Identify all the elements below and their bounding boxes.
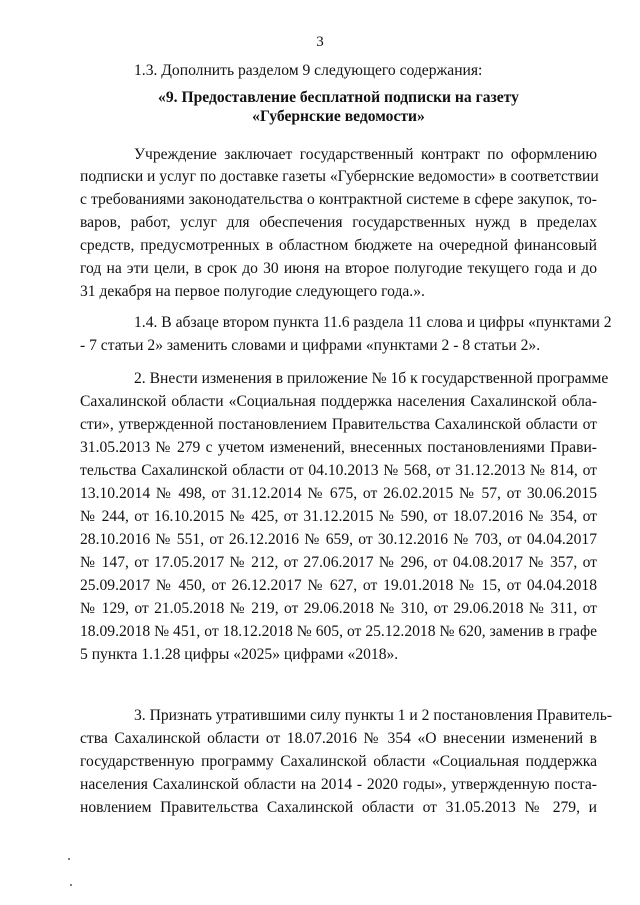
paragraph-line: 3. Признать утратившими силу пункты 1 и 2 постановления Правитель- [134, 707, 613, 724]
paragraph-line: 18.09.2018 № 451, от 18.12.2018 № 605, от 25.12.2018 № 620, заменив в графе [80, 623, 597, 640]
section-9-title-line-1: «9. Предоставление бесплатной подписки на газету [158, 89, 519, 106]
paragraph-line: 31 декабря на первое полугодие следующего года.». [80, 283, 425, 300]
paragraph-line: № 147, от 17.05.2017 № 212, от 27.06.2017 № 296, от 04.08.2017 № 357, от [80, 554, 597, 571]
paragraph-line: 1.4. В абзаце втором пункта 11.6 раздела 11 слова и цифры «пунктами 2 [134, 314, 612, 331]
paragraph-line: - 7 статьи 2» заменить словами и цифрами «пунктами 2 - 8 статьи 2». [80, 337, 541, 354]
section-9-title-line-2: «Губернские ведомости» [252, 108, 425, 125]
paragraph-line: № 129, от 21.05.2018 № 219, от 29.06.2018 № 310, от 29.06.2018 № 311, от [80, 600, 597, 617]
paragraph-line: новлением Правительства Сахалинской области от 31.05.2013 № 279, и [80, 799, 597, 816]
paragraph-line: 25.09.2017 № 450, от 26.12.2017 № 627, от 19.01.2018 № 15, от 04.04.2018 [80, 577, 597, 594]
item-1-3-intro: 1.3. Дополнить разделом 9 следующего содержания: [134, 62, 483, 79]
paragraph-line: с требованиями законодательства о контрактной системе в сфере закупок, то- [80, 191, 597, 208]
paragraph-line: 31.05.2013 № 279 с учетом изменений, внесенных постановлениями Прави- [80, 439, 597, 456]
scan-speck [70, 884, 72, 886]
paragraph-line: 2. Внести изменения в приложение № 1б к государственной программе [134, 370, 609, 387]
paragraph-line: 5 пункта 1.1.28 цифры «2025» цифрами «2018». [80, 646, 399, 663]
paragraph-line: Сахалинской области «Социальная поддержка населения Сахалинской обла- [80, 393, 597, 410]
paragraph-line: Учреждение заключает государственный контракт по оформлению [134, 146, 597, 163]
paragraph-line: 28.10.2016 № 551, от 26.12.2016 № 659, от 30.12.2016 № 703, от 04.04.2017 [80, 531, 597, 548]
paragraph-line: год на эти цели, в срок до 30 июня на второе полугодие текущего года и до [80, 260, 597, 277]
scan-speck [68, 858, 70, 860]
paragraph-line: подписки и услуг по доставке газеты «Губернские ведомости» в соответствии [80, 168, 599, 185]
paragraph-line: № 244, от 16.10.2015 № 425, от 31.12.2015 № 590, от 18.07.2016 № 354, от [80, 508, 597, 525]
paragraph-line: населения Сахалинской области на 2014 - 2020 годы», утвержденную поста- [80, 776, 597, 793]
paragraph-line: 13.10.2014 № 498, от 31.12.2014 № 675, от 26.02.2015 № 57, от 30.06.2015 [80, 485, 597, 502]
paragraph-line: тельства Сахалинской области от 04.10.2013 № 568, от 31.12.2013 № 814, от [80, 462, 597, 479]
paragraph-line: варов, работ, услуг для обеспечения государственных нужд в пределах [80, 214, 597, 231]
paragraph-line: сти», утвержденной постановлением Правительства Сахалинской области от [80, 416, 597, 433]
page-number: 3 [316, 34, 324, 50]
paragraph-line: средств, предусмотренных в областном бюджете на очередной финансовый [80, 237, 597, 254]
paragraph-line: государственную программу Сахалинской области «Социальная поддержка [80, 753, 597, 770]
paragraph-line: ства Сахалинской области от 18.07.2016 № 354 «О внесении изменений в [80, 730, 597, 747]
